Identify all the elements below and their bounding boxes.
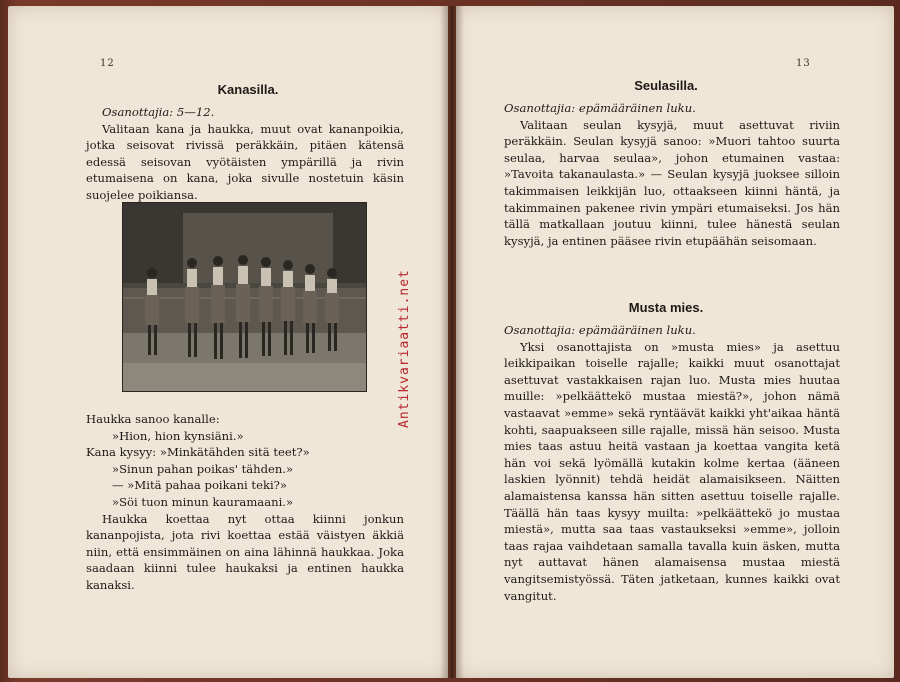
dialogue-line: »Hion, hion kynsiäni.» — [112, 428, 244, 443]
participants-kanasilla: Osanottajia: 5—12. — [102, 105, 215, 119]
dialogue-line: Haukka sanoo kanalle: — [86, 412, 220, 426]
page-number-left: 12 — [100, 58, 115, 69]
left-intro-text — [86, 104, 404, 204]
watermark-text: Antikvariaatti.net — [397, 269, 412, 428]
dialogue-block — [86, 411, 404, 594]
musta-mies-text — [504, 322, 840, 604]
dialogue-line: »Söi tuon minun kauramaani.» — [112, 494, 294, 509]
book-gutter — [440, 6, 464, 678]
paragraph-kanasilla-2: Haukka koettaa nyt ottaa kiinni jonkun kananpojista, jota rivi koettaa estää väistyen äkkiä niin, että ensimmäinen on aina lähinnä haukkaa. Joka saadaan kiinni tulee haukaksi ja entinen haukka kanaksi. — [86, 511, 404, 592]
photograph-children-game — [122, 202, 367, 392]
dialogue-line: — »Mitä pahaa poikani teki?» — [112, 478, 287, 493]
paragraph-musta-mies: Yksi osanottajista on »musta mies» ja asettuu leikkipaikan toiselle rajalle; kaikki muut osanottajat asettuvat vastakkaisen rajan luo. Musta mies huutaa muille: »pelkäättekö mustaa miestä?», johon nämä vastaavat »emme» sekä ryntäävät kaikki yht'aikaa häntä kohti, saapuakseen sille rajalle, missä hän seisoo. Musta mies taas astuu heitä vastaan ja koettaa vangita ketä hän voi sekä lyömällä kutakin kolme kertaa (ääneen laskien lyönnit) tehdä heidät alamaisikseen. Näitten alamaistensa kanssa hän sitten asettuu toiselle rajalle. Täällä hän taas kysyy muilta: »pelkäättekö jo mustaa miestä», mutta saa taas vastaukseksi »emme», jolloin taas rajaa vaihdetaan samalla tavalla kuin äsken, mutta nyt auttavat hänen alamaisensa mustaa miestä vangitsemistyössä. Täten jatketaan, kunnes kaikki ovat vangitut. — [504, 339, 840, 603]
title-seulasilla: Seulasilla. — [634, 78, 698, 93]
left-page — [8, 6, 448, 678]
title-musta-mies: Musta mies. — [628, 300, 704, 315]
paragraph-kanasilla-1: Valitaan kana ja haukka, muut ovat kananpoikia, jotka seisovat rivissä peräkkäin, pitäen kätensä edessä seisovan vyötäisten ympärillä ja rivin etumaisena on kana, joka sivulle nostetuin käsin suojelee poikiansa. — [86, 121, 404, 202]
participants-seulasilla: Osanottajia: epämääräinen luku. — [504, 101, 696, 115]
right-page — [456, 6, 894, 678]
photo-illustration — [123, 203, 366, 391]
participants-musta-mies: Osanottajia: epämääräinen luku. — [504, 323, 696, 337]
paragraph-seulasilla: Valitaan seulan kysyjä, muut asettuvat riviin peräkkäin. Seulan kysyjä sanoo: »Muori tahtoo suurta seulaa, harvaa seulaa», johon etumainen vastaa: »Tavoita takanaulasta.» — Seulan kysyjä juoksee silloin takimmaisen leikkijän luo, ottaakseen kiinni häntä, ja takimmainen pakenee rivin ympäri etumaiseksi. Jos hän tällä matkallaan joutuu kiinni, tulee hänestä seulan kysyjä, ja entinen pääsee rivin etupäähän seisomaan. — [504, 117, 840, 248]
page-number-right: 13 — [796, 58, 811, 69]
seulasilla-text — [504, 100, 840, 249]
title-kanasilla: Kanasilla. — [217, 82, 279, 97]
dialogue-line: Kana kysyy: »Minkätähden sitä teet?» — [86, 445, 310, 460]
dialogue-line: »Sinun pahan poikas' tähden.» — [112, 461, 294, 476]
